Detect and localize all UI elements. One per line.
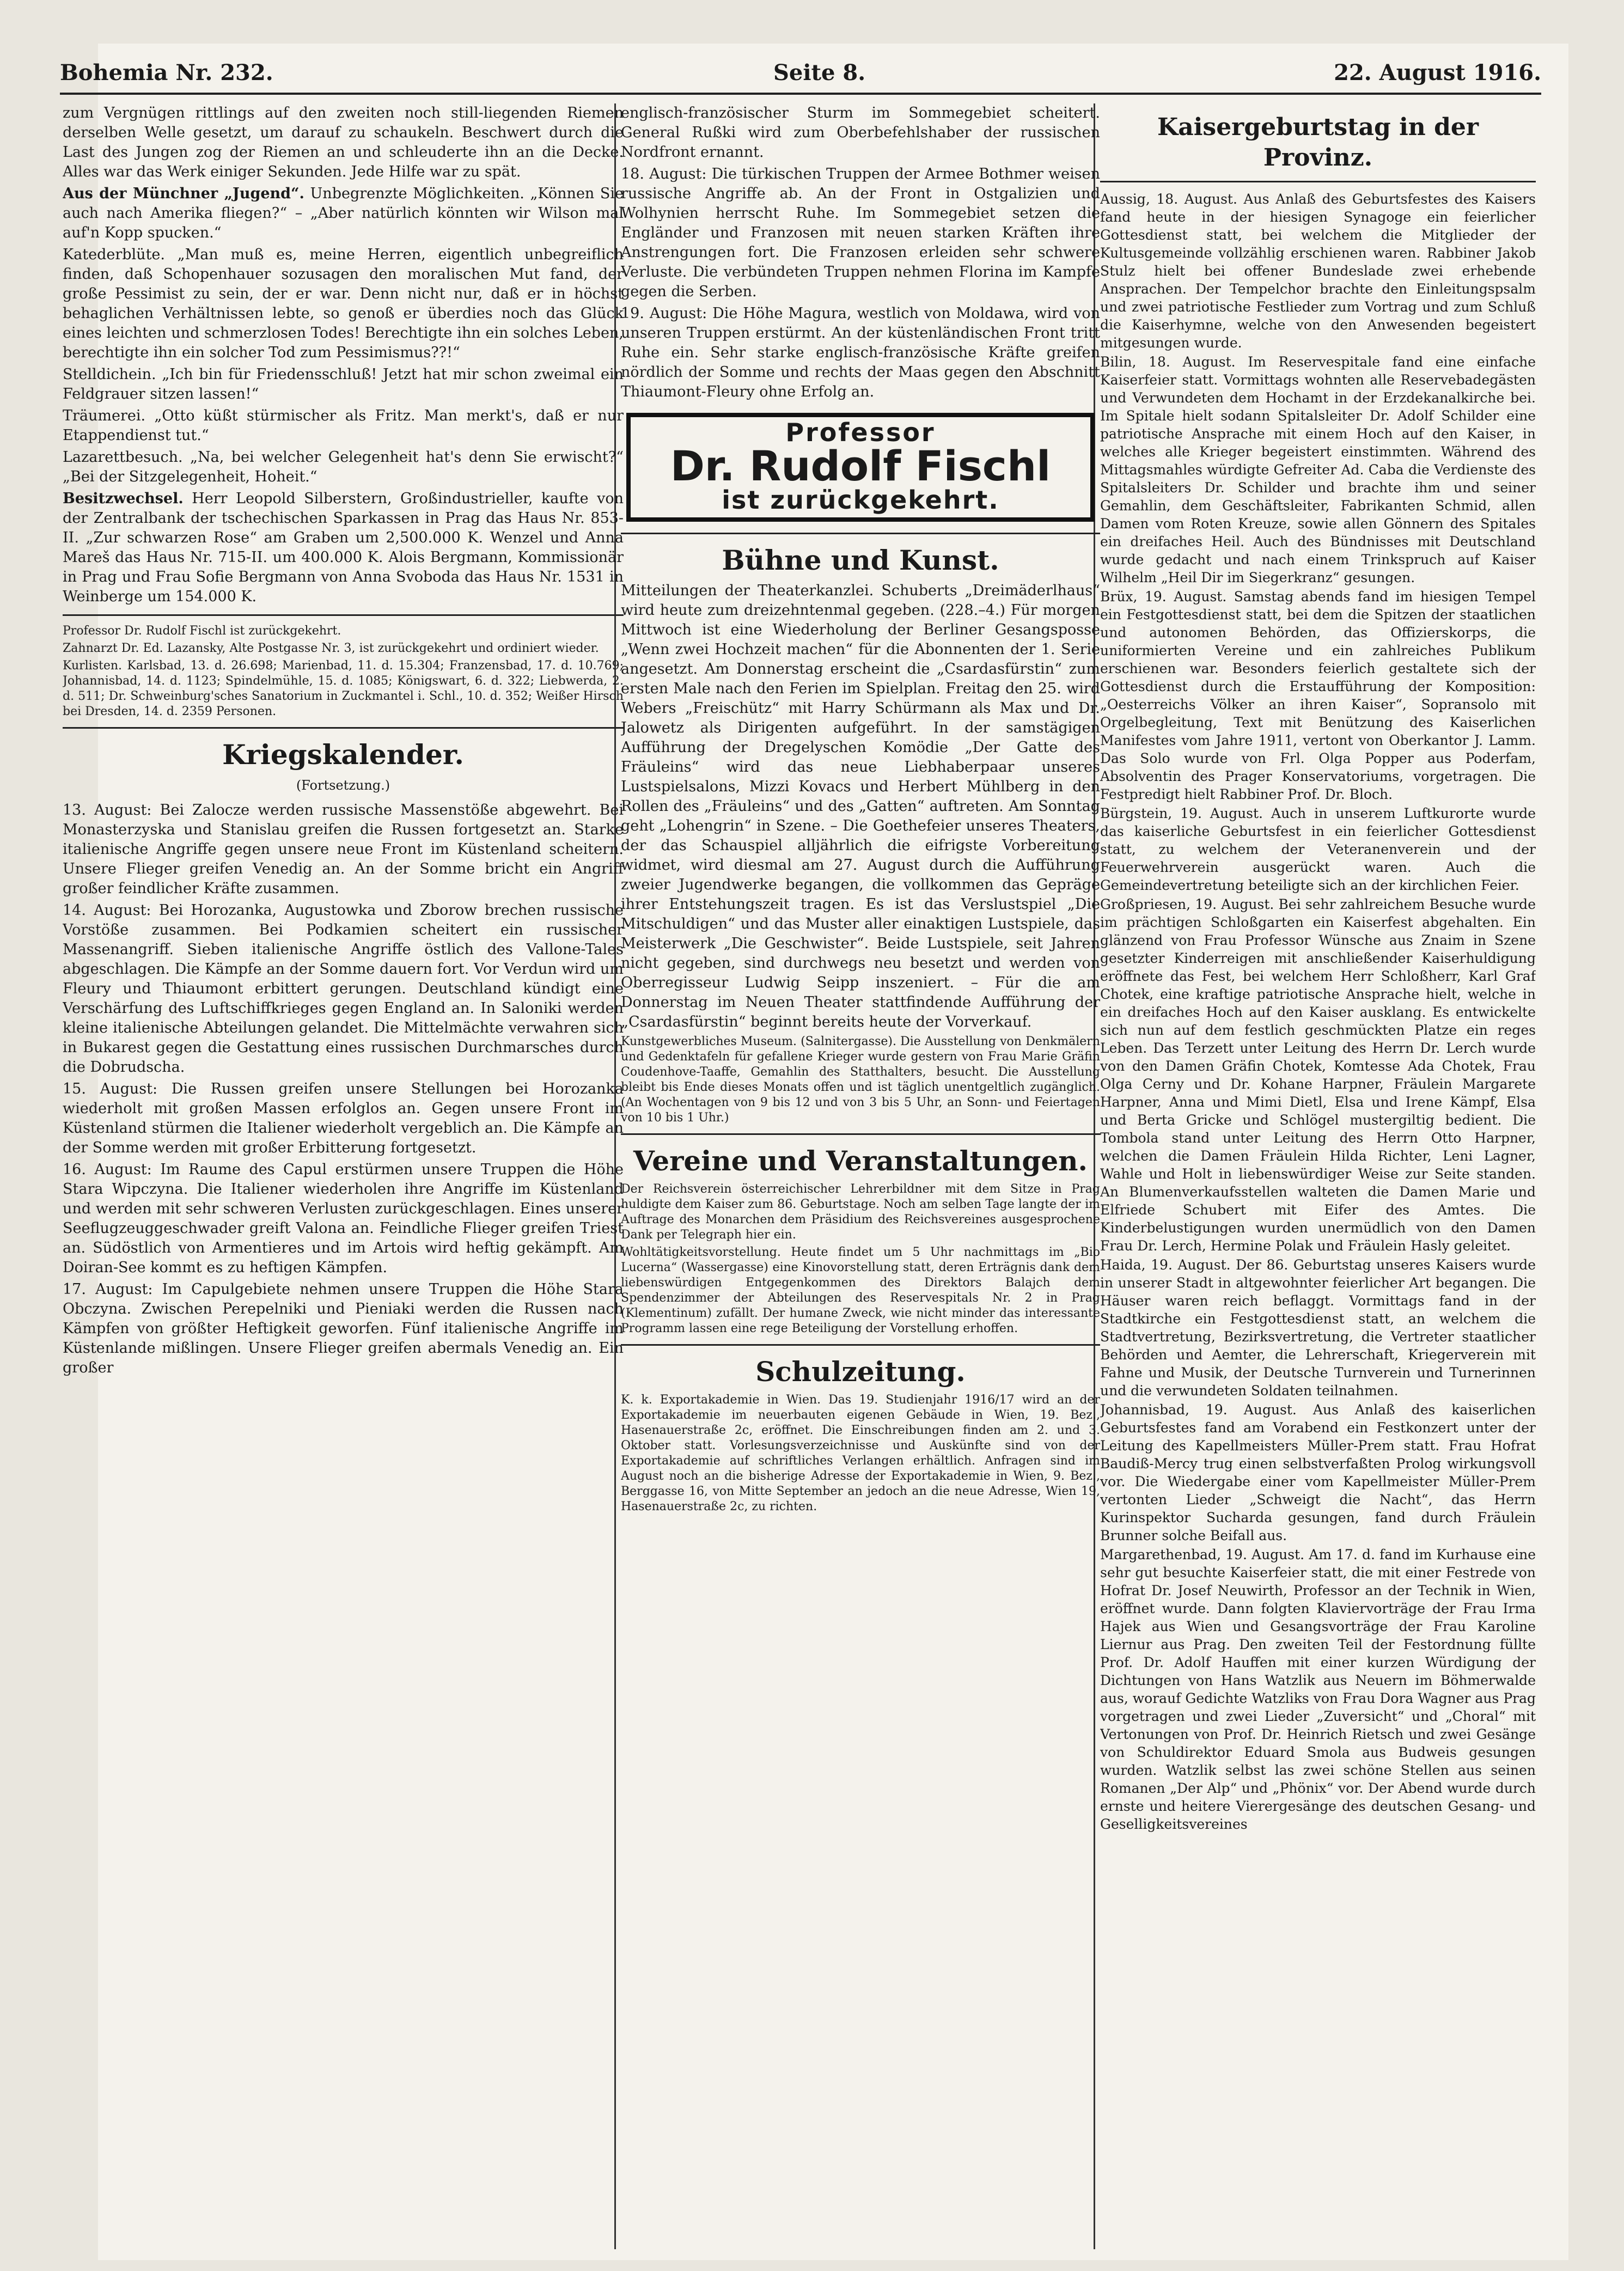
article-text: Kunstgewerbliches Museum. (Salnitergasse). Die Ausstellung von Denkmälern und Gedenktafeln für gefallene Krieger wurde gestern von Frau Marie Gräfin Coudenhove-Taaffe, Gemahlin des Statthalters, besucht. Die Ausstellung bleibt bis Ende dieses Monats offen und ist täglich unentgeltlich zugänglich. (An Wochentagen von 9 bis 12 und von 3 bis 5 Uhr, an Sonn- und Feiertagen von 10 bis 1 Uhr.) bbox=[621, 1035, 1100, 1125]
calendar-entry: 19. August: Die Höhe Magura, westlich von Moldawa, wird von unseren Truppen erstürmt. An der küstenländischen Front tritt Ruhe ein. Sehr starke englisch-französische Kräfte greifen nördlich der Somme und rechts der Maas gegen den Abschnitt Thiaumont-Fleury ohne Erfolg an. bbox=[621, 305, 1100, 400]
article-text: Träumerei. „Otto küßt stürmischer als Fritz. Man merkt's, daß er nur Etappendienst tut.“ bbox=[63, 407, 624, 444]
article-text: Margarethenbad, 19. August. Am 17. d. fand im Kurhause eine sehr gut besuchte Kaiserfeier statt, die mit einer Festrede von Hofrat Dr. Josef Neuwirth, Professor an der Technik in Wien, eröffnet wurde. Dann folgten Klaviervorträge der Frau Irma Hajek aus Wien und Gesangsvorträge der Frau Karoline Liernur aus Prag. Den zweiten Teil der Festordnung füllte Prof. Dr. Adolf Hauffen mit einer kurzen Würdigung der Dichtungen von Hans Watzlik aus Neuern im Böhmerwalde aus, worauf Gedichte Watzliks von Frau Dora Wagner aus Prag vorgetragen und zwei Lieder „Zuversicht“ und „Choral“ mit Vertonungen von Prof. Dr. Heinrich Rietsch und zwei Gesänge von Schuldirektor Eduard Smola aus Budweis gesungen wurden. Watzlik selbst las zwei schöne Stellen aus seinen Romanen „Der Alp“ und „Phönix“ vor. Der Abend wurde durch ernste und heitere Vierergesänge des deutschen Gesang- und Geselligkeitsvereines bbox=[1100, 1547, 1536, 1832]
article-text: Brüx, 19. August. Samstag abends fand im hiesigen Tempel ein Festgottesdienst statt, bei dem die Spitzen der staatlichen und autonomen Behörden, das Offizierskorps, die uniformierten Vereine und ein zahlreiches Publikum erschienen war. Besonders feierlich gestaltete sich der Gottesdienst durch die Erstaufführung der Komposition: „Oesterreichs Völker an ihren Kaiser“, Sopransolo mit Orgelbegleitung, Text mit Benützung des Kaiserlichen Manifestes vom Jahre 1911, vertont von Oberkantor J. Lamm. Das Solo wurde von Frl. Olga Popper aus Poderfam, Absolventin des Prager Konservatoriums, vorgetragen. Die Festpredigt hielt Rabbiner Prof. Dr. Bloch. bbox=[1100, 589, 1536, 802]
article-text: Johannisbad, 19. August. Aus Anlaß des kaiserlichen Geburtsfestes fand am Vorabend ein Festkonzert unter der Leitung des Kapellmeisters Müller-Prem statt. Frau Hofrat Baudiß-Mercy trug einen selbstverfaßten Prolog wirkungsvoll vor. Die Wiedergabe einer vom Kapellmeister Müller-Prem vertonten Lieder „Schweigt die Nacht“, das Herrn Kurinspektor Sucharda gesungen, fand durch Fräulein Brunner solche Beifall aus. bbox=[1100, 1402, 1536, 1543]
column-3 bbox=[1100, 103, 1536, 2260]
column-2 bbox=[621, 103, 1100, 2249]
section-heading: Kaisergeburtstag in der Provinz. bbox=[1157, 113, 1479, 172]
article-text: Haida, 19. August. Der 86. Geburtstag unseres Kaisers wurde in unserer Stadt in altgewohnter feierlicher Art begangen. Die Häuser waren reich beflaggt. Vormittags fand in der Stadtkirche ein Festgottesdienst statt, an welchem die Stadtvertretung, Bezirksvertretung, die Vertreter staatlicher Behörden und Aemter, die Lehrerschaft, Kriegerverein mit Fahne und Musik, der Deutsche Turnverein und Turnerinnen und die verwundeten Soldaten teilnahmen. bbox=[1100, 1257, 1536, 1399]
section-subheading: (Fortsetzung.) bbox=[296, 778, 390, 793]
page-number: Seite 8. bbox=[773, 60, 866, 86]
column-1 bbox=[63, 103, 624, 2249]
section-heading: Bühne und Kunst. bbox=[722, 544, 999, 576]
divider bbox=[621, 533, 1100, 534]
article-text: Mitteilungen der Theaterkanzlei. Schuberts „Dreimäderlhaus“ wird heute zum dreizehntenmal gegeben. (228.–4.) Für morgen Mittwoch ist eine Wiederholung der Berliner Gesangsposse „Wenn zwei Hochzeit machen“ für die Abonnenten der 1. Serie angesetzt. Am Donnerstag erscheint die „Csardasfürstin“ zum ersten Male nach den Ferien im Spielplan. Freitag den 25. wird Webers „Freischütz“ mit Harry Schürmann als Max und Dr. Jalowetz als Dirigenten aufgeführt. In der samstägigen Aufführung der Dregelyschen Komödie „Der Gatte des Fräuleins“ wird das neue Liebhaberpaar unseres Lustspielsalons, Mizzi Kovacs und Herbert Mühlberg in den Rollen des „Fräuleins“ und des „Gatten“ auftreten. Am Sonntag geht „Lohengrin“ in Szene. – Die Goethefeier unseres Theaters, der das Schauspiel alljährlich die eifrigste Vorbereitung widmet, wird diesmal am 27. August durch die Aufführung zweier Jugendwerke begangen, die vollkommen das Gepräge ihrer Entstehungszeit tragen. Es ist das Verslustspiel „Die Mitschuldigen“ und das Muster aller einaktigen Lustspiele, das Meisterwerk „Die Geschwister“. Beide Lustspiele, seit Jahren nicht gegeben, sind durchwegs neu besetzt und werden von Oberregisseur Ludwig Seipp inszeniert. – Für die am Donnerstag im Neuen Theater stattfindende Aufführung der „Csardasfürstin“ beginnt bereits heute der Vorverkauf. bbox=[621, 582, 1100, 1030]
calendar-entry: 17. August: Im Capulgebiete nehmen unsere Truppen die Höhe Stara Obczyna. Zwischen Perepelniki und Pieniaki werden die Russen nach Kämpfen von größter Heftigkeit geworfen. Fünf italienische Angriffe im Küstenlande mißlingen. Unsere Flieger greifen abermals Venedig an. Ein großer bbox=[63, 1281, 624, 1376]
article-text: Bilin, 18. August. Im Reservespitale fand eine einfache Kaiserfeier statt. Vormittags wohnten alle Reservebadegästen und Verwundeten dem Hochamt in der Erzdekanalkirche bei. Im Spitale hielt sodann Spitalsleiter Dr. Adolf Schilder eine patriotische Ansprache mit einem Hoch auf den Kaiser, in welches alle Krieger begeistert einstimmten. Während des Mittagsmahles würdigte Gefreiter Ad. Caba die Verdienste des Spitalsleiters Dr. Schilder und brachte ihm und seiner Gemahlin, dem Geschäftsleiter, Fabrikanten Schmid, allen Damen vom Roten Kreuze, sowie allen Gönnern des Spitales ein dreifaches Heil. Auch des Bündnisses mit Deutschland wurde gedacht und nach einem Trinkspruch auf Kaiser Wilhelm „Heil Dir im Siegerkranz“ gesungen. bbox=[1100, 354, 1536, 585]
article-text: Aussig, 18. August. Aus Anlaß des Geburtsfestes des Kaisers fand heute in der hiesigen Synagoge ein feierlicher Gottesdienst statt, bei welchem die Mitglieder der Kultusgemeinde vollzählig erschienen waren. Rabbiner Jakob Stulz hielt bei offener Bundeslade zwei erhebende Ansprachen. Der Tempelchor brachte den Einleitungspsalm und zwei patriotische Festlieder zum Vortrag und zum Schluß die Kaiserhymne, welche von den Anwesenden begeistert mitgesungen wurde. bbox=[1100, 191, 1536, 351]
issue-date: 22. August 1916. bbox=[1334, 60, 1541, 86]
calendar-entry: 13. August: Bei Zalocze werden russische Massenstöße abgewehrt. Bei Monasterzyska und Stanislau greifen die Russen fortgesetzt an. Starke italienische Angriffe gegen unsere neue Front im Küstenland scheitern. Unsere Flieger greifen Venedig an. An der Somme bricht ein Angriff großer feindlicher Kräfte zusammen. bbox=[63, 802, 624, 897]
section-heading: Schulzeitung. bbox=[755, 1356, 966, 1388]
article-text: Stelldichein. „Ich bin für Friedensschluß! Jetzt hat mir schon zweimal ein Feldgrauer sitzen lassen!“ bbox=[63, 366, 624, 402]
notice: Zahnarzt Dr. Ed. Lazansky, Alte Postgasse Nr. 3, ist zurückgekehrt und ordiniert wieder. bbox=[63, 642, 599, 655]
article-text: Unbegrenzte Möglichkeiten. „Können Sie auch nach Amerika fliegen?“ – „Aber natürlich könnten wir Wilson mal auf'n Kopp spucken.“ bbox=[63, 185, 624, 241]
ad-name: Dr. Rudolf Fischl bbox=[670, 442, 1051, 490]
notice: Kurlisten. Karlsbad, 13. d. 26.698; Marienbad, 11. d. 15.304; Franzensbad, 17. d. 10.769; Johannisbad, 14. d. 1123; Spindelmühle, 15. d. 1085; Königswart, 6. d. 322; Liebwerda, 2. d. 511; Dr. Schweinburg'sches Sanatorium in Zuckmantel i. Schl., 10. d. 352; Weißer Hirsch bei Dresden, 14. d. 2359 Personen. bbox=[63, 659, 624, 718]
divider bbox=[1100, 181, 1536, 182]
article-text: zum Vergnügen rittlings auf den zweiten noch still-liegenden Riemen derselben Welle gesetzt, um darauf zu schaukeln. Beschwert durch die Last des Jungen zog der Riemen an und schleuderte ihn an die Decke. Alles war das Werk einiger Sekunden. Jede Hilfe war zu spät. bbox=[63, 105, 624, 180]
section-heading: Kriegskalender. bbox=[222, 738, 464, 771]
divider bbox=[63, 727, 624, 729]
divider bbox=[621, 1133, 1100, 1135]
ad-line: Professor bbox=[785, 418, 936, 447]
section-heading: Vereine und Veranstaltungen. bbox=[633, 1145, 1088, 1177]
calendar-entry: 15. August: Die Russen greifen unsere Stellungen bei Horozanka wiederholt mit großen Massen erfolglos an. Gegen unsere Front im Küstenland stürmen die Italiener wiederholt vergeblich an. Die Kämpfe an der Somme werden mit großer Erbitterung fortgesetzt. bbox=[63, 1080, 624, 1156]
ad-line: ist zurückgekehrt. bbox=[722, 485, 999, 515]
article-text: K. k. Exportakademie in Wien. Das 19. Studienjahr 1916/17 wird an der Exportakademie im neuerbauten eigenen Gebäude in Wien, 19. Bez., Hasenauerstraße 2c, eröffnet. Die Einschreibungen finden am 2. und 3. Oktober statt. Vorlesungsverzeichnisse und Auskünfte sind von der Exportakademie auf schriftliches Verlangen erhältlich. Anfragen sind im August noch an die bisherige Adresse der Exportakademie in Wien, 9. Bez., Berggasse 16, von Mitte September an jedoch an die neue Adresse, Wien 19, Hasenauerstraße 2c, zu richten. bbox=[621, 1393, 1100, 1513]
divider bbox=[621, 1344, 1100, 1346]
paper-issue: Bohemia Nr. 232. bbox=[60, 60, 273, 86]
calendar-entry: 16. August: Im Raume des Capul erstürmen unsere Truppen die Höhe Stara Wipczyna. Die Italiener wiederholen ihre Angriffe im Küstenland und werden mit sehr schweren Verlusten zurückgeschlagen. Eines unserer Seeflugzeuggeschwader greift Valona an. Feindliche Flieger greifen Triest an. Südöstlich von Armentieres und im Artois wird heftig gekämpft. Am Doiran-See kommt es zu heftigen Kämpfen. bbox=[63, 1161, 624, 1276]
article-text: Großpriesen, 19. August. Bei sehr zahlreichem Besuche wurde im prächtigen Schloßgarten ein Kaiserfest abgehalten. Ein glänzend von Frau Professor Wünsche aus Znaim in Szene gesetzter Kinderreigen mit anschließender Kaiserhuldigung eröffnete das Fest, bei welchem Herr Schloßherr, Karl Graf Chotek, eine kraftige patriotische Ansprache hielt, welche in ein dreifaches Hoch auf den Kaiser ausklang. Es entwickelte sich nun auf dem festlich geschmückten Platze ein reges Leben. Das Terzett unter Leitung des Herrn Dr. Lerch wurde von den Damen Gräfin Chotek, Komtesse Ada Chotek, Frau Olga Cerny und Dr. Kohane Harpner, Fräulein Margarete Harpner, Anna und Mimi Dietl, Elsa und Irene Kämpf, Elsa und Berta Gricke und Schlögel mustergiltig bedient. Die Tombola stand unter Leitung des Herrn Otto Harpner, welchen die Damen Fräulein Hilda Richter, Leni Lagner, Wahle und Holt in liebenswürdiger Weise zur Seite standen. An Blumenverkaufsstellen walteten die Damen Marie und Elfriede Schubert mit Eifer des Amtes. Die Kinderbelustigungen wurden unermüdlich von den Damen Frau Dr. Lerch, Hermine Polak und Fräulein Hasly geleitet. bbox=[1100, 896, 1536, 1254]
article-text: englisch-französischer Sturm im Sommegebiet scheitert. General Rußki wird zum Oberbefehlshaber der russischen Nordfront ernannt. bbox=[621, 105, 1100, 161]
calendar-entry: 18. August: Die türkischen Truppen der Armee Bothmer weisen russische Angriffe ab. An der Front in Ostgalizien und Wolhynien herrscht Ruhe. Im Sommegebiet setzen die Engländer und Franzosen mit neuen starken Kräften ihre Anstrengungen fort. Die Franzosen erleiden sehr schwere Verluste. Die verbündeten Truppen nehmen Florina im Kampfe gegen die Serben. bbox=[621, 166, 1100, 300]
notice: Professor Dr. Rudolf Fischl ist zurückgekehrt. bbox=[63, 624, 341, 638]
masthead bbox=[60, 60, 1541, 95]
divider bbox=[63, 614, 624, 616]
article-title: Besitzwechsel. bbox=[63, 490, 184, 507]
article-text: Wohltätigkeitsvorstellung. Heute findet um 5 Uhr nachmittags im „Bio Lucerna“ (Wassergasse) eine Kinovorstellung statt, deren Erträgnis dank dem liebenswürdigen Entgegenkommen des Direktors Balajch dem Spendenzimmer der Abteilungen des Reservespitals Nr. 2 in Prag (Klementinum) zufällt. Der humane Zweck, wie nicht minder das interessante Programm lassen eine rege Beteiligung der Vorstellung erhoffen. bbox=[621, 1246, 1100, 1335]
advertisement bbox=[626, 413, 1095, 522]
article-text: Herr Leopold Silberstern, Großindustrieller, kaufte von der Zentralbank der tschechischen Sparkassen in Prag das Haus Nr. 853-II. „Zur schwarzen Rose“ am Graben um 2,500.000 K. Wenzel und Anna Mareš das Haus Nr. 715-II. um 400.000 K. Alois Bergmann, Kommissionär in Prag und Frau Sofie Bergmann von Anna Svoboda das Haus Nr. 1531 in Weinberge um 154.000 K. bbox=[63, 490, 624, 605]
article-text: Der Reichsverein österreichischer Lehrerbildner mit dem Sitze in Prag huldigte dem Kaiser zum 86. Geburtstage. Noch am selben Tage langte der im Auftrage des Monarchen dem Präsidium des Reichsvereines ausgesprochene Dank per Telegraph hier ein. bbox=[621, 1182, 1100, 1242]
article-text: Bürgstein, 19. August. Auch in unserem Luftkurorte wurde das kaiserliche Geburtsfest in ein feierlicher Gottesdienst statt, zu welchem der Veteranenverein und der Feuerwehrverein ausgerückt waren. Auch die Gemeindevertretung beteiligte sich an der kirchlichen Feier. bbox=[1100, 805, 1536, 893]
article-title: Aus der Münchner „Jugend“. bbox=[63, 185, 304, 202]
article-text: Lazarettbesuch. „Na, bei welcher Gelegenheit hat's denn Sie erwischt?“ „Bei der Sitzgelegenheit, Hoheit.“ bbox=[63, 449, 624, 485]
article-text: Katederblüte. „Man muß es, meine Herren, eigentlich unbegreiflich finden, daß Schopenhauer sozusagen den moralischen Mut fand, der große Pessimist zu sein, der er war. Denn nicht nur, daß er in höchst behaglichen Verhältnissen lebte, so genoß er überdies noch das Glück eines leichten und schmerzlosen Todes! Berechtigte ihn ein solches Leben, berechtigte ihn ein solcher Tod zum Pessimismus??!“ bbox=[63, 246, 624, 361]
calendar-entry: 14. August: Bei Horozanka, Augustowka und Zborow brechen russische Vorstöße zusammen. Bei Podkamien scheitert ein russischer Massenangriff. Sieben italienische Angriffe östlich des Vallone-Tales abgeschlagen. Die Kämpfe an der Somme dauern fort. Vor Verdun wird um Fleury und Thiaumont erbittert gerungen. Deutschland kündigt eine Verschärfung des Luftschiffkrieges gegen England an. In Saloniki werden kleine italienische Abteilungen gelandet. Die Mittelmächte verwahren sich in Bukarest gegen die Gestattung eines russischen Durchmarsches durch die Dobrudscha. bbox=[63, 902, 624, 1076]
